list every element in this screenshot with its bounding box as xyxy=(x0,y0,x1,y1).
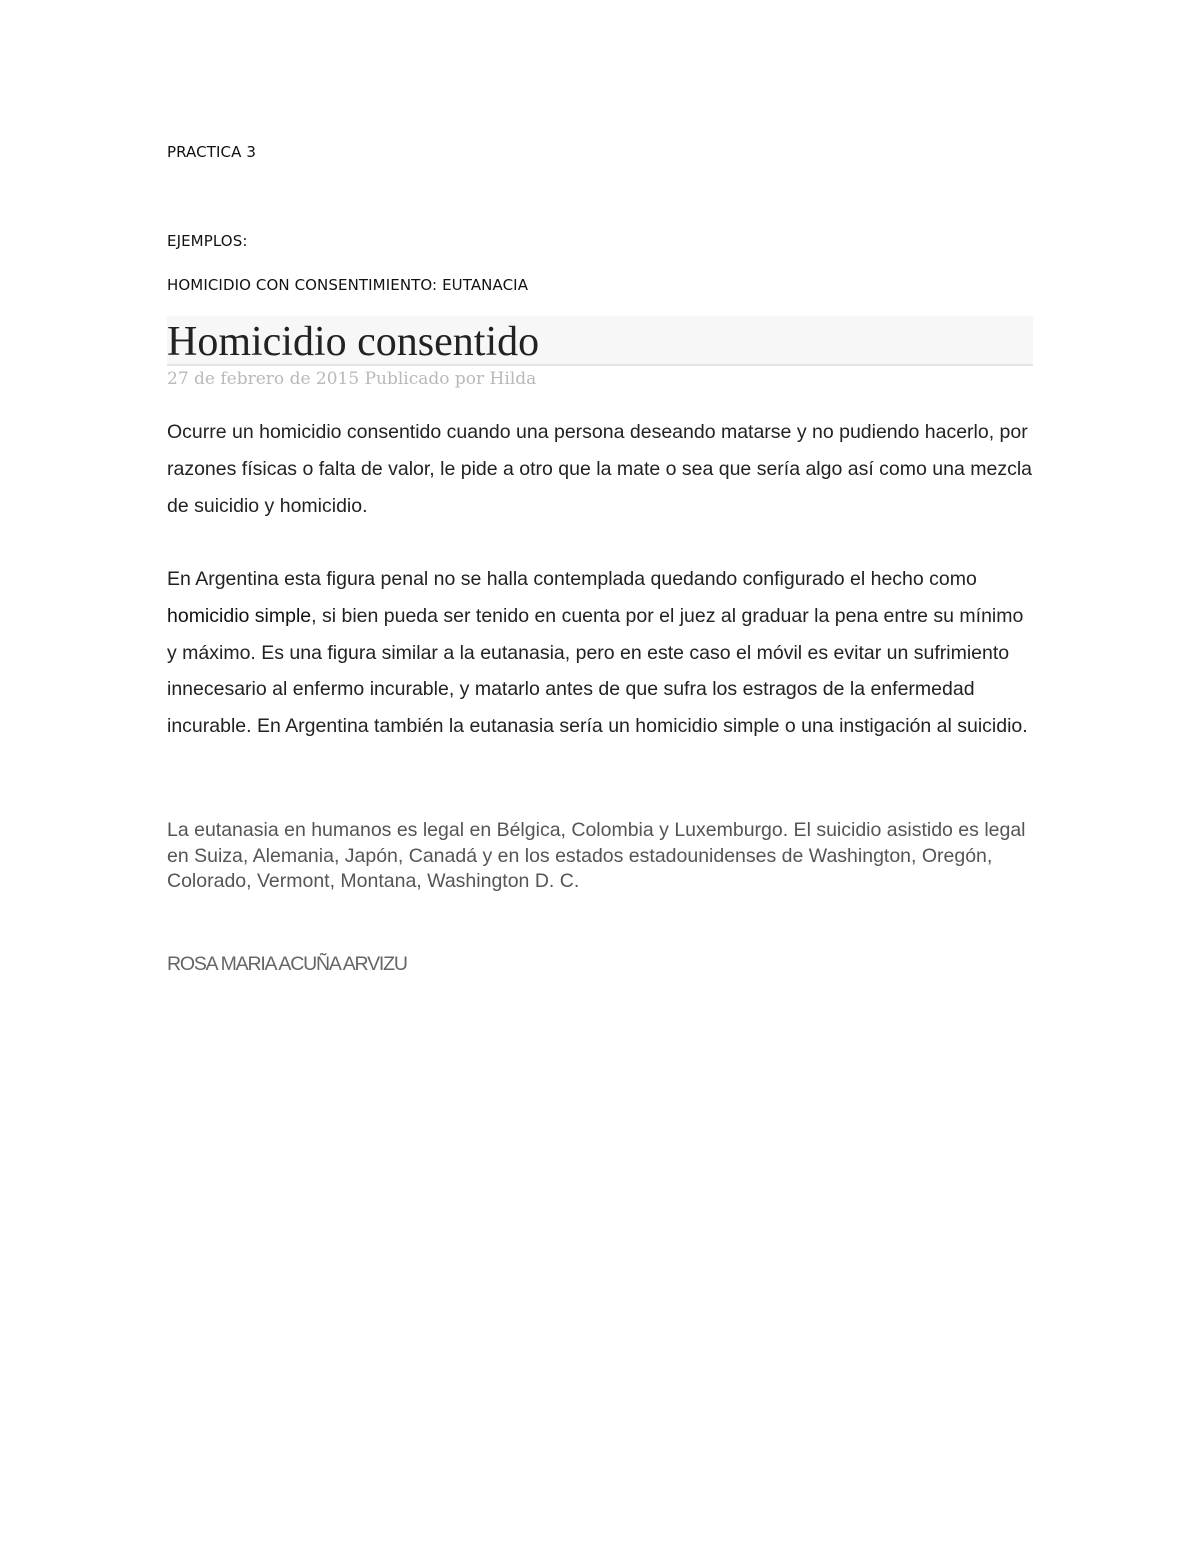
author-name: ROSA MARIA ACUÑA ARVIZU xyxy=(167,953,407,975)
section-subtitle: HOMICIDIO CON CONSENTIMIENTO: EUTANACIA xyxy=(167,276,529,294)
paragraph-argentina-intro: En Argentina esta figura penal no se halla contemplada quedando configurado el hecho como xyxy=(167,568,977,590)
paragraph-argentina-rest: , si bien pueda ser tenido en cuenta por el juez al graduar la pena entre su mínimo y máximo. Es una figura similar a la eutanasia, pero en este caso el móvil es evitar un sufrimiento innecesario al enfermo incurable, y matarlo antes de que sufra los estragos de la enfermedad incurable. En Argentina también la eutanasia sería un homicidio simple o una instigación al suicidio. xyxy=(167,604,1028,738)
post-title: Homicidio consentido xyxy=(167,319,540,365)
homicidio-simple-link[interactable]: homicidio simple xyxy=(167,604,312,627)
paragraph-definition: Ocurre un homicidio consentido cuando una persona deseando matarse y no pudiendo hacerlo, por razones físicas o falta de valor, le pide a otro que la mate o sea que sería algo así como una mezcla de suicidio y homicidio. xyxy=(167,421,1032,517)
post-meta: 27 de febrero de 2015 Publicado por Hilda xyxy=(167,369,537,389)
paragraph-argentina xyxy=(167,561,1037,745)
paragraph-legality: La eutanasia en humanos es legal en Bélgica, Colombia y Luxemburgo. El suicidio asistido es legal en Suiza, Alemania, Japón, Canadá y en los estados estadounidenses de Washington, Oregón, Colorado, Vermont, Montana, Washington D. C. xyxy=(167,819,1026,892)
examples-label: EJEMPLOS: xyxy=(167,232,248,250)
practice-label: PRACTICA 3 xyxy=(167,143,256,161)
